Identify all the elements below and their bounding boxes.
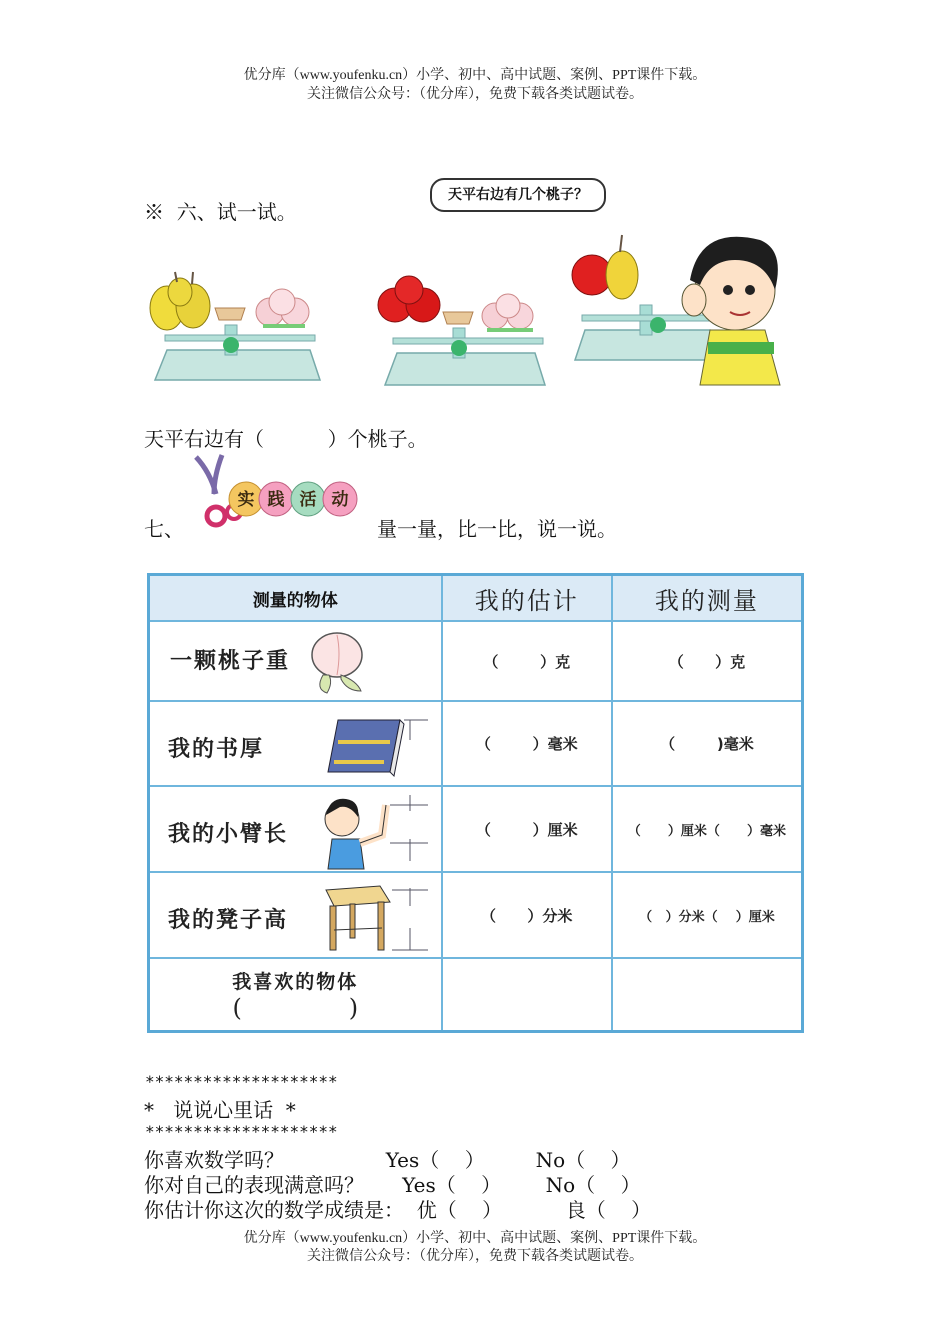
- estimate-cell[interactable]: （ ）毫米: [442, 701, 612, 786]
- measure-cell[interactable]: [612, 958, 803, 1032]
- header-estimate: 我的估计: [442, 575, 612, 622]
- question-satisfied: 你对自己的表现满意吗？ Yes（ ） No（ ）: [144, 1173, 641, 1197]
- header-measure: 我的测量: [612, 575, 803, 622]
- header-object: 测量的物体: [149, 575, 442, 622]
- measure-cell[interactable]: （ )毫米: [612, 701, 803, 786]
- heart-talk-title: * 说说心里话 *: [144, 1098, 296, 1122]
- table-row: [149, 786, 803, 872]
- boy-arm-icon: [320, 791, 440, 871]
- table-row: [149, 958, 803, 1032]
- measure-cell[interactable]: （ ）厘米（ ）毫米: [612, 786, 803, 872]
- badge-char-4: 动: [331, 490, 349, 510]
- header-line-2: 关注微信公众号：（优分库），免费下载各类试题试卷。: [307, 87, 643, 102]
- estimate-cell[interactable]: （ ）分米: [442, 872, 612, 958]
- table-header-row: [149, 575, 803, 622]
- stool-icon: [320, 878, 440, 956]
- balance-illustrations: [145, 230, 785, 395]
- stars-line-2: ********************: [145, 1122, 338, 1141]
- header-line-1: 优分库（www.youfenku.cn）小学、初中、高中试题、案例、PPT课件下载。: [243, 68, 707, 83]
- row-object: [149, 958, 442, 1032]
- estimate-cell[interactable]: （ ）厘米: [442, 786, 612, 872]
- estimate-cell[interactable]: [442, 958, 612, 1032]
- measure-cell[interactable]: （ ）克: [612, 621, 803, 701]
- footer-line-2: 关注微信公众号：（优分库），免费下载各类试题试卷。: [307, 1249, 643, 1264]
- table-row: [149, 872, 803, 958]
- badge-char-2: 践: [267, 490, 285, 510]
- section7-number: 七、: [144, 517, 184, 541]
- practice-activity-badge: [188, 452, 368, 534]
- footer-line-1: 优分库（www.youfenku.cn）小学、初中、高中试题、案例、PPT课件下载。: [243, 1231, 707, 1246]
- book-icon: [320, 712, 440, 782]
- badge-char-1: 实: [237, 490, 255, 510]
- question-bubble: 天平右边有几个桃子？: [430, 178, 606, 212]
- measure-cell[interactable]: （ ）分米（ ）厘米: [612, 872, 803, 958]
- stars-line-1: ********************: [145, 1072, 338, 1091]
- peach-icon: [305, 627, 365, 697]
- section6-question: 天平右边有（ ）个桃子。: [144, 427, 428, 451]
- balance-scale-2: [378, 276, 545, 385]
- section6-title: ※ 六、试一试。: [144, 200, 297, 224]
- balance-scale-3: [572, 235, 780, 385]
- row-object: 我的书厚: [149, 701, 442, 786]
- row-object: 我的小臂长: [149, 786, 442, 872]
- question-grade-estimate: 你估计你这次的数学成绩是： 优（ ） 良（ ）: [144, 1198, 652, 1222]
- table-row: [149, 701, 803, 786]
- estimate-cell[interactable]: （ ）克: [442, 621, 612, 701]
- measurement-table: [147, 573, 804, 1033]
- question-like-math: 你喜欢数学吗？ Yes（ ） No（ ）: [144, 1148, 631, 1172]
- favorite-object-label: 我喜欢的物体: [232, 971, 359, 993]
- row-object: 我的凳子高: [149, 872, 442, 958]
- favorite-object-paren[interactable]: ( ): [232, 994, 359, 1022]
- balance-scale-1: [150, 272, 320, 380]
- table-row: [149, 621, 803, 701]
- badge-char-3: 活: [299, 490, 317, 510]
- row-object: 一颗桃子重: [149, 621, 442, 701]
- section7-instruction: 量一量，比一比，说一说。: [377, 517, 617, 541]
